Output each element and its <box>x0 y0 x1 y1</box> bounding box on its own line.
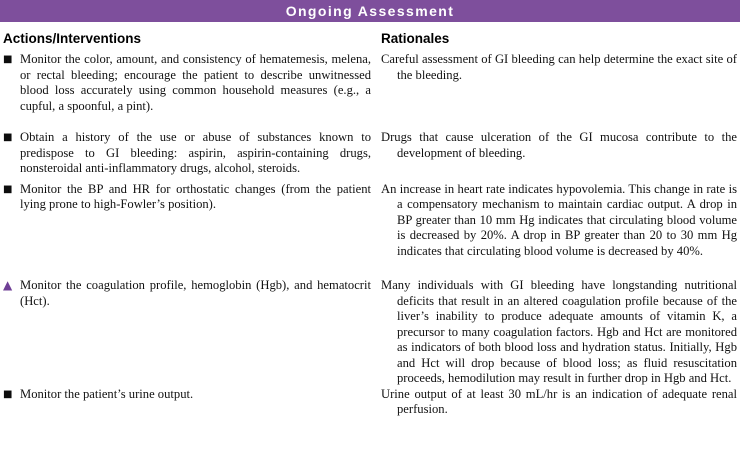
square-bullet-icon: ■ <box>3 183 13 195</box>
rationale-text: Careful assessment of GI bleeding can help determine the exact site of the bleeding. <box>381 52 737 82</box>
rationale-text: Urine output of at least 30 mL/hr is an indication of adequate renal perfusion. <box>381 386 737 416</box>
page-title: Ongoing Assessment <box>0 0 740 22</box>
column-headers <box>3 31 737 46</box>
action-text: Monitor the BP and HR for orthostatic changes (from the patient lying prone to high-Fowler’s position). <box>20 181 371 211</box>
action-cell <box>3 52 371 114</box>
action-text: Monitor the patient’s urine output. <box>20 386 194 401</box>
action-cell <box>3 387 371 418</box>
table-row <box>3 387 737 418</box>
action-cell <box>3 130 371 177</box>
table-row <box>3 52 737 114</box>
rationale-text: Many individuals with GI bleeding have longstanding nutritional deficits that result in an altered coagulation profile because of the liver’s inability to produce adequate amounts of vitamin K, a precursor to many coagulation factors. Hgb and Hct are monitored as indicators of both blood loss and hydration status. Initially, Hgb and Hct will drop because of blood loss; as fluid resuscitation proceeds, hemodilution may result in further drop in Hgb and Hct. <box>381 278 737 385</box>
table-row <box>3 182 737 260</box>
action-cell <box>3 182 371 260</box>
action-text: Monitor the coagulation profile, hemoglobin (Hgb), and hematocrit (Hct). <box>20 278 371 308</box>
square-bullet-icon: ■ <box>3 388 13 400</box>
action-text: Obtain a history of the use or abuse of substances known to predispose to GI bleeding: aspirin, aspirin-containing drugs, nonsteroidal anti-inflammatory drugs, alcohol, steroids. <box>20 130 371 175</box>
table-row <box>3 130 737 177</box>
square-bullet-icon: ■ <box>3 54 13 65</box>
assessment-table <box>0 31 740 418</box>
action-text: Monitor the color, amount, and consistency of hematemesis, melena, or rectal bleeding; encourage the patient to describe unwitnessed blood loss accurately using common household measures (e.g., a cupful, a spoonful, a pint). <box>20 52 371 113</box>
table-row <box>3 278 737 387</box>
rationales-column-header: Rationales <box>381 31 450 46</box>
square-bullet-icon: ■ <box>3 132 13 143</box>
actions-column-header: Actions/Interventions <box>3 31 142 46</box>
rationale-text: An increase in heart rate indicates hypovolemia. This change in rate is a compensatory mechanism to maintain cardiac output. A drop in BP greater than 10 mm Hg indicates that circulating blood volume is decreased by 20%. A drop in BP greater than 20 to 30 mm Hg indicates that circulating blood volume is decreased by 40%. <box>381 181 737 258</box>
rationale-text: Drugs that cause ulceration of the GI mucosa contribute to the development of bleeding. <box>381 130 737 160</box>
action-cell <box>3 278 371 387</box>
triangle-bullet-icon: ▲ <box>3 278 13 292</box>
